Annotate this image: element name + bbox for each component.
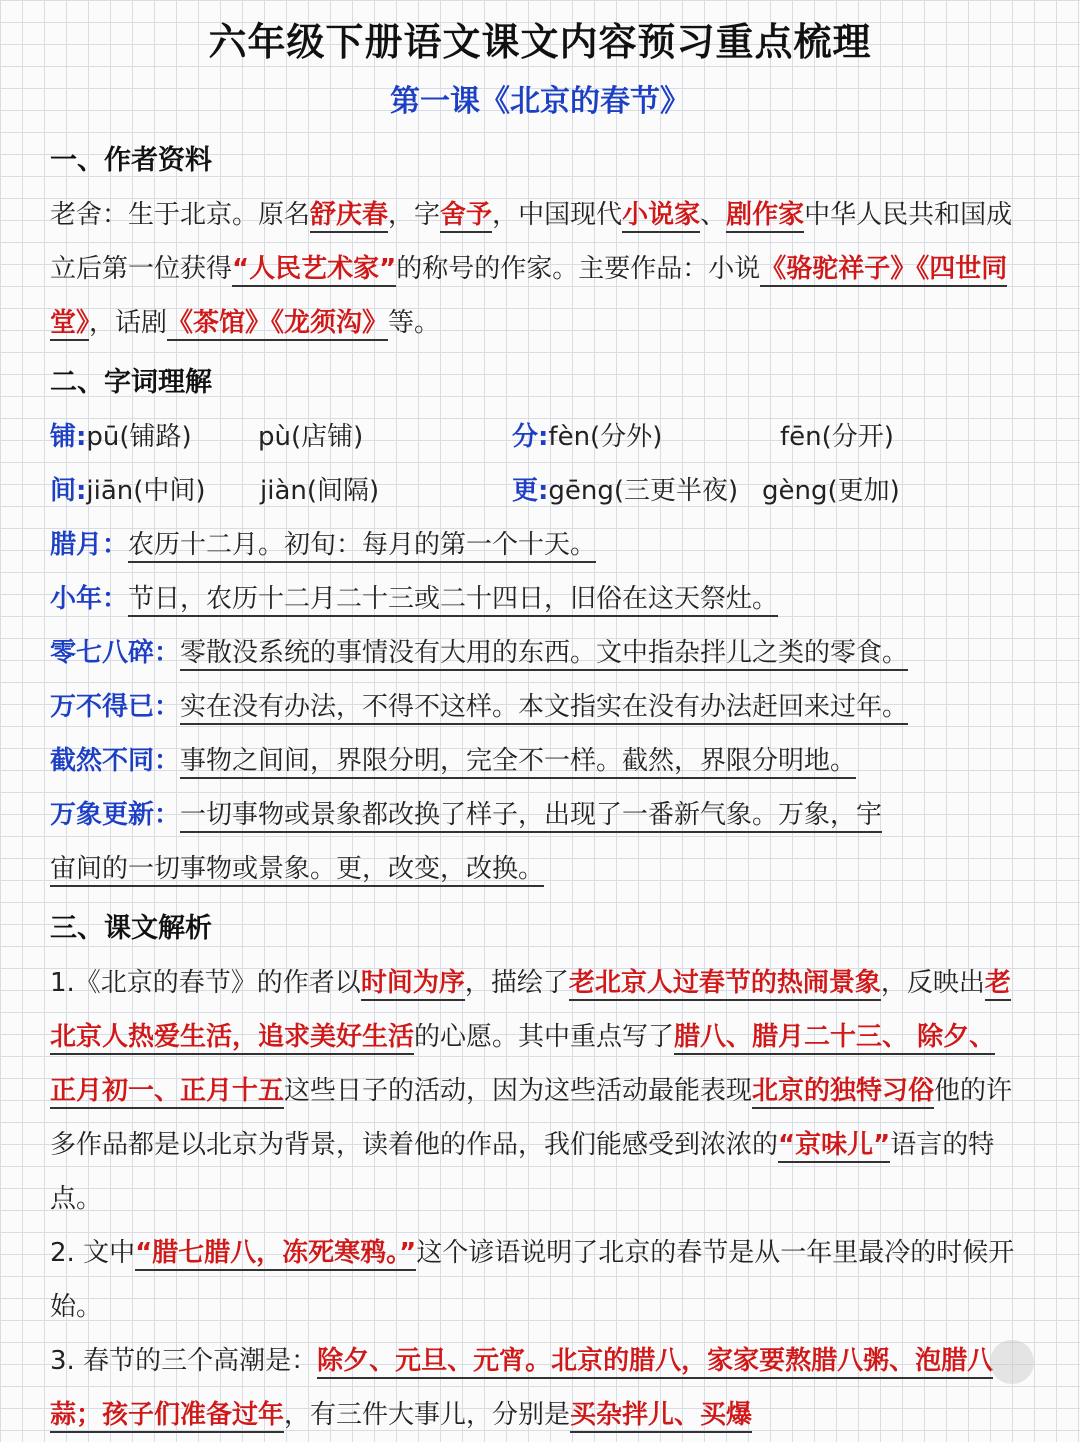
highlight: 买杂拌儿、买爆: [570, 1400, 752, 1433]
text: 2. 文中: [50, 1238, 136, 1268]
definition: 实在没有办法，不得不这样。本文指实在没有办法赶回来过年。: [180, 692, 908, 725]
term-row: [50, 680, 1030, 734]
highlight: 剧作家: [726, 200, 804, 233]
definition: 农历十二月。初旬：每月的第一个十天。: [128, 530, 596, 563]
term: 小年：: [50, 584, 129, 614]
text: 等。: [388, 308, 441, 338]
term-row: [50, 626, 1030, 680]
highlight: 除夕、元旦、元宵。北京的腊八，家家要熬腊八粥、泡腊八蒜；孩子们准备过年: [50, 1346, 993, 1433]
analysis-paragraph-1: [50, 956, 1030, 1226]
text: ，有三件大事儿，分别是: [284, 1400, 571, 1430]
char-entry: 更:gēng(三更半夜): [512, 476, 739, 506]
highlight: 舒庆春: [310, 200, 388, 233]
page-title: 六年级下册语文课文内容预习重点梳理: [208, 20, 872, 64]
pinyin-alt: fēn(分开): [780, 422, 894, 452]
term-row: [50, 518, 1030, 572]
highlight: “京味儿”: [778, 1130, 890, 1163]
definition: 节日，农历十二月二十三或二十四日，旧俗在这天祭灶。: [128, 584, 778, 617]
section-heading-analysis: 三、课文解析: [50, 913, 212, 944]
highlight: 《骆驼祥子》《四世同堂》: [50, 254, 1007, 341]
highlight: 《茶馆》《龙须沟》: [167, 308, 388, 341]
term: 截然不同：: [50, 746, 181, 776]
term: 万象更新：: [50, 800, 181, 830]
text: ，中国现代: [492, 200, 623, 230]
highlight: 腊八、腊月二十三、 除夕、 正月初一、正月十五: [50, 1022, 995, 1109]
highlight: 舍予: [440, 200, 492, 233]
pinyin-alt: pù(店铺): [258, 422, 364, 452]
definition: 事物之间间，界限分明，完全不一样。截然，界限分明地。: [180, 746, 856, 779]
analysis-paragraph-3: [50, 1334, 1030, 1442]
watermark-icon: [990, 1340, 1034, 1384]
pronunciation-row: [50, 410, 1030, 464]
text: 的心愿。其中重点写了: [414, 1022, 675, 1052]
definition: 一切事物或景象都改换了样子，出现了一番新气象。万象，宇: [180, 800, 882, 833]
highlight: “人民艺术家”: [232, 254, 396, 287]
pronunciation-row: [50, 464, 1030, 518]
text: ，描绘了: [464, 968, 569, 998]
document-page: [50, 0, 1030, 1442]
pinyin: jiān(中间): [86, 476, 206, 506]
section-heading-vocab: 二、字词理解: [50, 367, 212, 398]
term-row-continued: [50, 842, 1030, 896]
term: 腊月：: [50, 530, 129, 560]
highlight: 老北京人热爱生活，追求美好生活: [50, 968, 1011, 1055]
author-paragraph: [50, 188, 1030, 350]
text: 这些日子的活动，因为这些活动最能表现: [284, 1076, 753, 1106]
highlight: 时间为序: [361, 968, 465, 1001]
term-row: [50, 788, 1030, 842]
text: ，字: [388, 200, 441, 230]
highlight: 老北京人过春节的热闹景象: [569, 968, 881, 1001]
pinyin: fèn(分外): [548, 422, 663, 452]
char: 更: [512, 476, 539, 506]
term-row: [50, 572, 1030, 626]
highlight: 小说家: [622, 200, 700, 233]
text: ，反映出: [880, 968, 985, 998]
highlight: 北京的独特习俗: [752, 1076, 934, 1109]
text: 、: [700, 200, 727, 230]
highlight: “腊七腊八，冻死寒鸦。”: [135, 1238, 416, 1271]
text: 他的许多作品都是以北京为背景，读着他的作品，我们能感受到浓浓的: [50, 1076, 1013, 1160]
term-row: [50, 734, 1030, 788]
text: 老舍：生于北京。原名: [50, 200, 311, 230]
text: ，话剧: [89, 308, 168, 338]
text: 的称号的作家。主要作品：小说: [396, 254, 761, 284]
text: 中华人民共和国成立后第一位获得: [50, 200, 1013, 284]
term: 零七八碎：: [50, 638, 181, 668]
text: 1.《北京的春节》的作者以: [50, 968, 361, 998]
pinyin: pū(铺路): [86, 422, 192, 452]
char: 分: [512, 422, 539, 452]
char-entry: 铺:pū(铺路): [50, 422, 192, 452]
char-entry: 分:fèn(分外): [512, 422, 663, 452]
text: 3. 春节的三个高潮是：: [50, 1346, 318, 1376]
term: 万不得已：: [50, 692, 181, 722]
definition: 零散没系统的事情没有大用的东西。文中指杂拌儿之类的零食。: [180, 638, 908, 671]
char-entry: 间:jiān(中间): [50, 476, 206, 506]
lesson-title: 第一课《北京的春节》: [390, 84, 690, 119]
text: 这个谚语说明了北京的春节是从一年里最冷的时候开始。: [50, 1238, 1015, 1322]
text: 语言的特点。: [50, 1130, 995, 1214]
analysis-paragraph-2: [50, 1226, 1030, 1334]
char: 间: [50, 476, 77, 506]
definition: 宙间的一切事物或景象。更，改变，改换。: [50, 854, 544, 887]
section-heading-author: 一、作者资料: [50, 145, 212, 176]
char: 铺: [50, 422, 77, 452]
pinyin: gēng(三更半夜): [548, 476, 739, 506]
pinyin-alt: jiàn(间隔): [260, 476, 380, 506]
pinyin-alt: gèng(更加): [762, 476, 900, 506]
